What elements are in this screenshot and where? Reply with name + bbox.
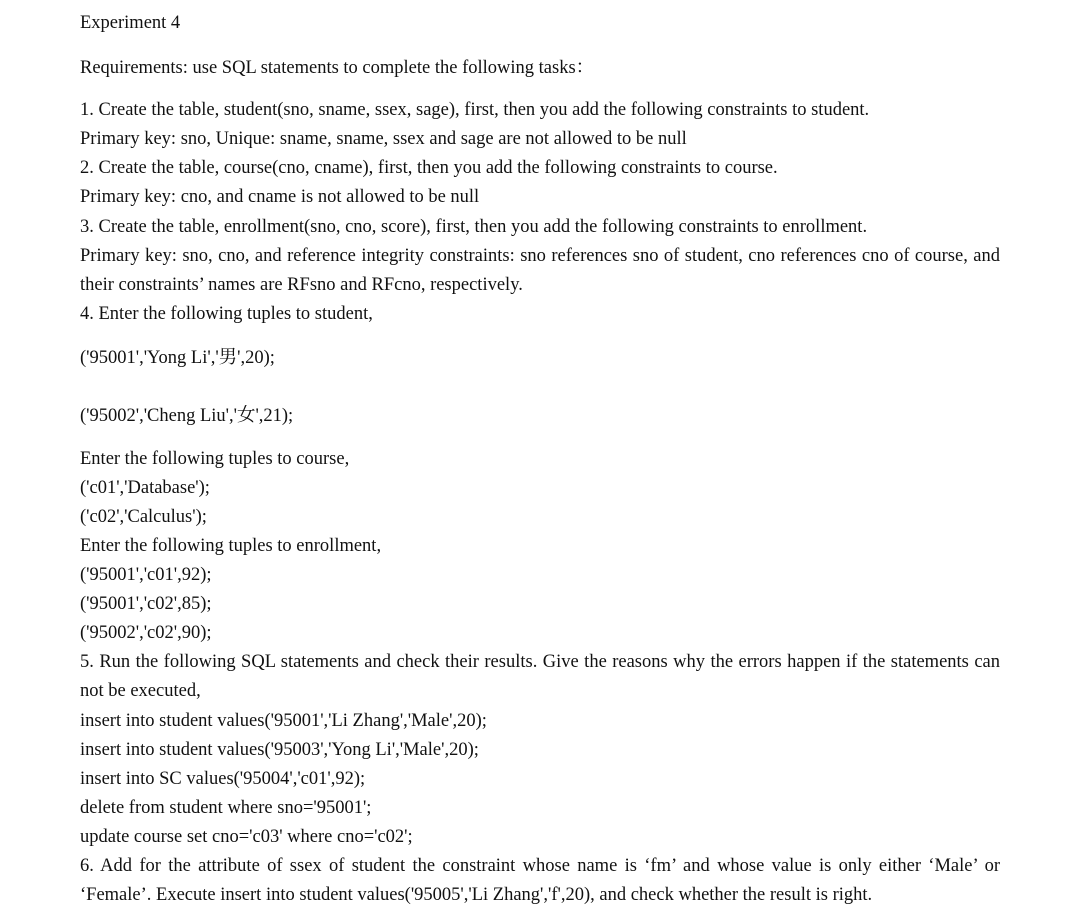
task-6: 6. Add for the attribute of ssex of student the constraint whose name is ‘fm’ and whose value is only either ‘Male’ or ‘Female’. Execute insert into student values('95005','Li Zhang','f',20), and check whether the result is right. bbox=[80, 856, 1000, 905]
requirements-text: Requirements: use SQL statements to complete the following tasks： bbox=[80, 58, 595, 78]
enrollment-tuple: ('95001','c01',92); bbox=[80, 565, 212, 585]
enrollment-tuple: ('95001','c02',85); bbox=[80, 594, 212, 614]
task-1-constraints: Primary key: sno, Unique: sname, sname, ssex and sage are not allowed to be null bbox=[80, 129, 687, 149]
page-title: Experiment 4 bbox=[80, 13, 181, 33]
enrollment-intro: Enter the following tuples to enrollment, bbox=[80, 536, 382, 556]
student-tuple: ('95002','Cheng Liu','女',21); bbox=[80, 406, 294, 426]
course-tuple: ('c01','Database'); bbox=[80, 478, 210, 498]
course-intro: Enter the following tuples to course, bbox=[80, 449, 350, 469]
task-5: 5. Run the following SQL statements and check their results. Give the reasons why the errors happen if the statements can not be executed, bbox=[80, 652, 1000, 701]
task-3-constraints: Primary key: sno, cno, and reference integrity constraints: sno references sno of student, cno references cno of course, and their constraints’ names are RFsno and RFcno, respectively. bbox=[80, 246, 1000, 295]
task-2: 2. Create the table, course(cno, cname), first, then you add the following constraints to course. bbox=[80, 158, 778, 178]
sql-statement: insert into SC values('95004','c01',92); bbox=[80, 769, 366, 789]
sql-statement: insert into student values('95003','Yong Li','Male',20); bbox=[80, 740, 479, 760]
sql-statement: insert into student values('95001','Li Zhang','Male',20); bbox=[80, 711, 487, 731]
task-3: 3. Create the table, enrollment(sno, cno, score), first, then you add the following constraints to enrollment. bbox=[80, 217, 868, 237]
course-tuple: ('c02','Calculus'); bbox=[80, 507, 207, 527]
task-4: 4. Enter the following tuples to student, bbox=[80, 304, 373, 324]
enrollment-tuple: ('95002','c02',90); bbox=[80, 623, 212, 643]
student-tuple: ('95001','Yong Li','男',20); bbox=[80, 348, 275, 368]
task-2-constraints: Primary key: cno, and cname is not allowed to be null bbox=[80, 187, 480, 207]
sql-statement: update course set cno='c03' where cno='c02'; bbox=[80, 827, 413, 847]
task-1: 1. Create the table, student(sno, sname, ssex, sage), first, then you add the following constraints to student. bbox=[80, 100, 870, 120]
sql-statement: delete from student where sno='95001'; bbox=[80, 798, 372, 818]
